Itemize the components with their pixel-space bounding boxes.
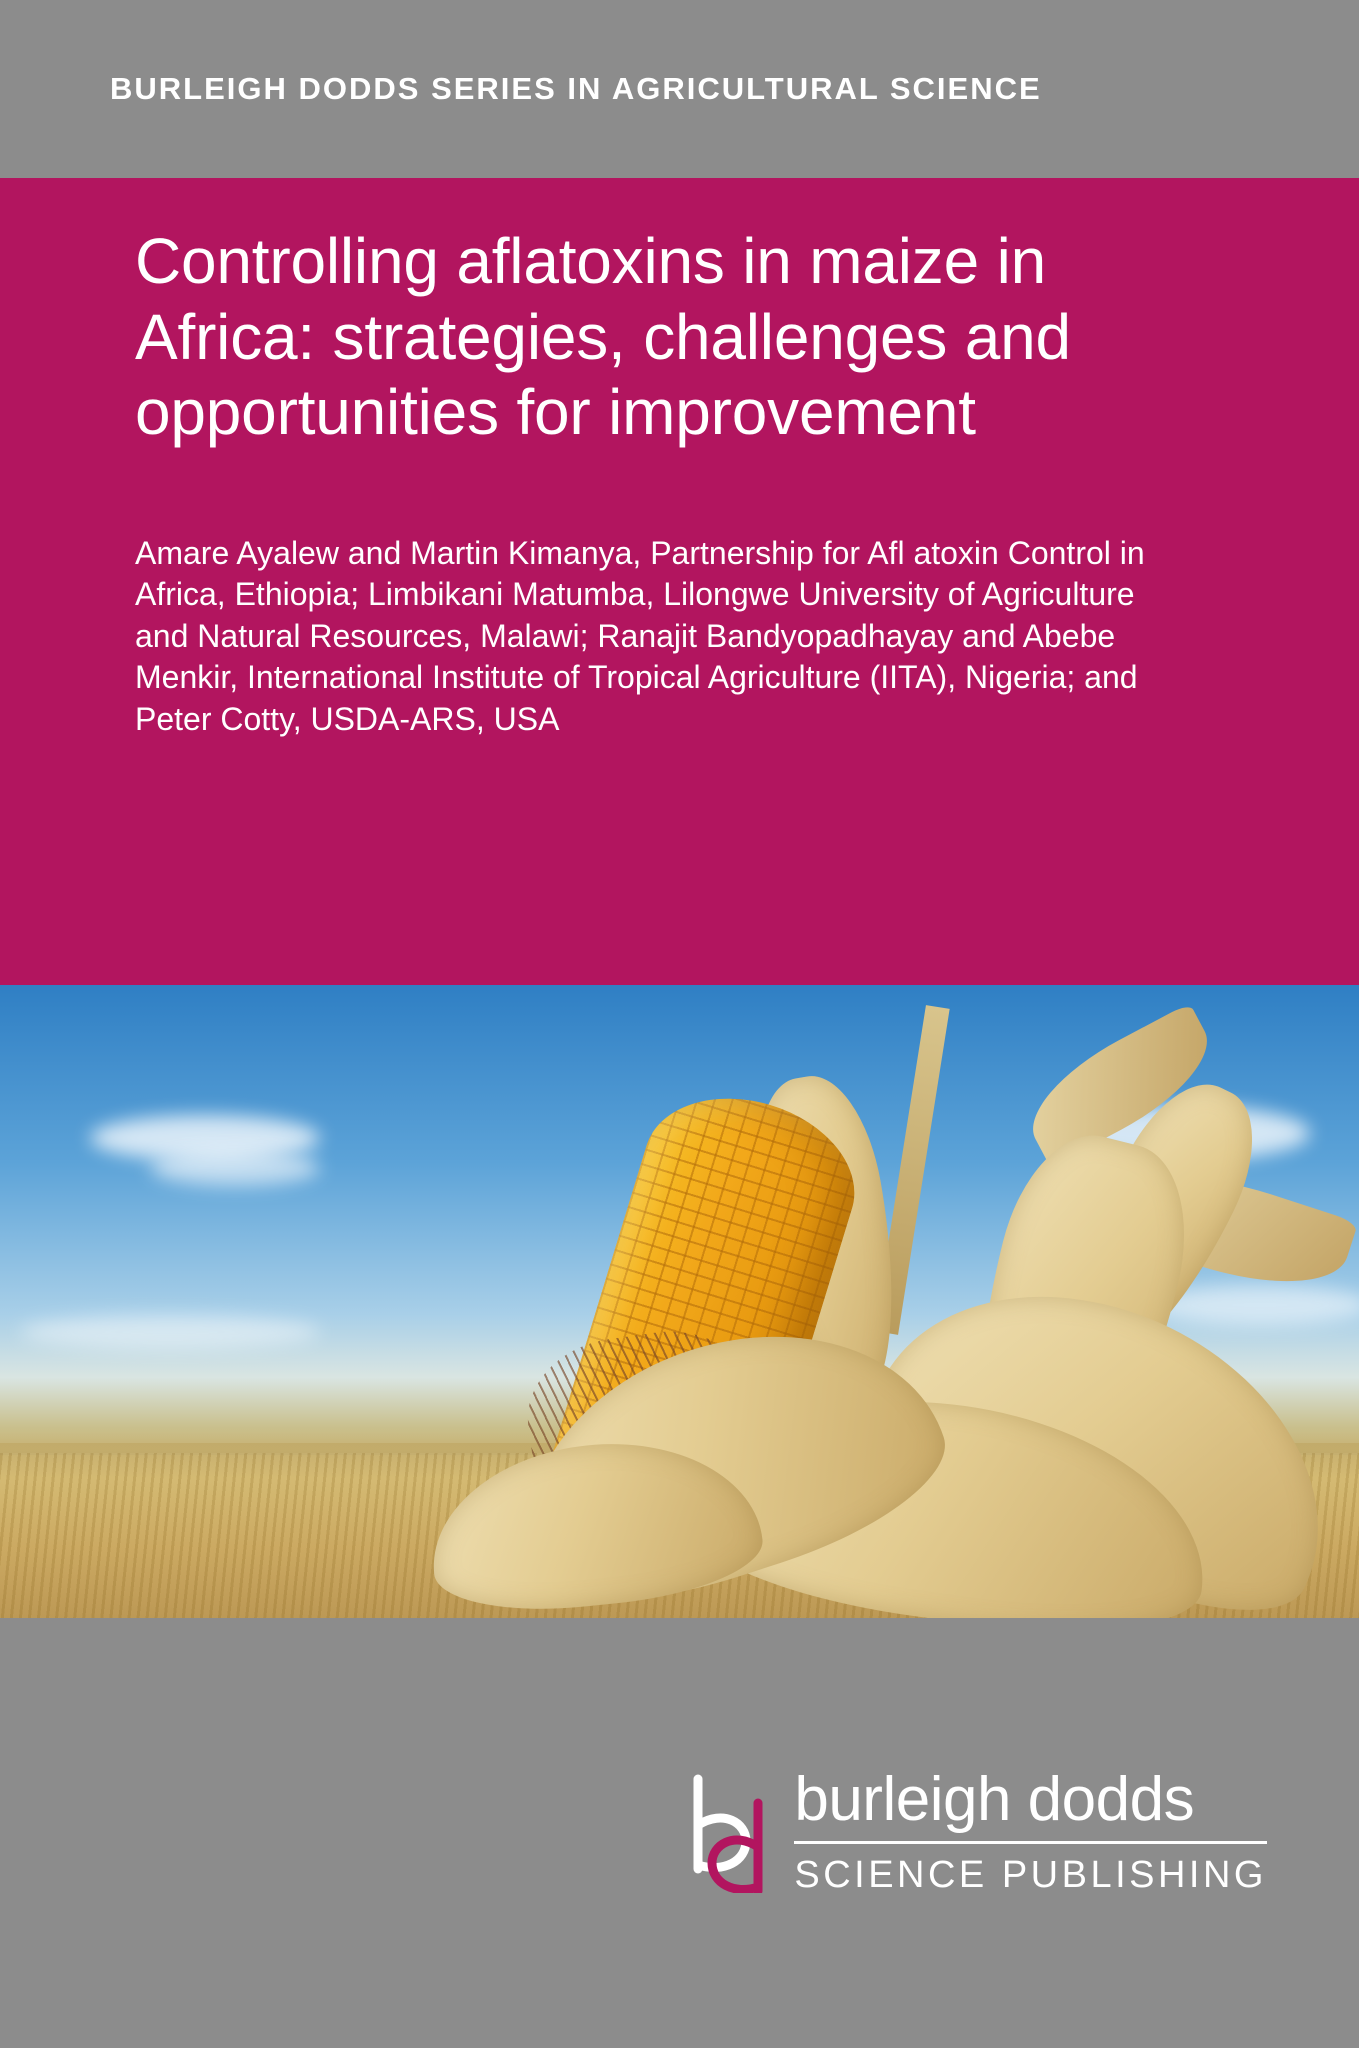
publisher-band (0, 1618, 1359, 2048)
cloud-icon (150, 1150, 320, 1186)
maize-cob-photo (0, 985, 1359, 1618)
authors-affiliations: Amare Ayalew and Martin Kimanya, Partnership for Afl atoxin Control in Africa, Ethiopia; Limbikani Matumba, Lilongwe University of Agriculture and Natural Resources, Malawi; Ranajit Bandyopadhayay and Abebe Menkir, International Institute of Tropical Agriculture (IITA), Nigeria; and Peter Cotty, USDA-ARS, USA (135, 534, 1145, 737)
publisher-tagline: SCIENCE PUBLISHING (794, 1854, 1267, 1896)
title-block (0, 178, 1359, 985)
page-title: Controlling aflatoxins in maize in Africa: strategies, challenges and opportunities for improvement (135, 225, 1071, 449)
series-band (0, 0, 1359, 178)
bd-monogram-icon (684, 1773, 776, 1893)
publisher-logo (684, 1765, 1267, 1897)
publisher-wordmark (794, 1765, 1267, 1897)
publisher-name: burleigh dodds (794, 1769, 1267, 1844)
series-title: BURLEIGH DODDS SERIES IN AGRICULTURAL SCIENCE (110, 71, 1042, 106)
cloud-icon (20, 1315, 320, 1349)
maize-plant (360, 1015, 1359, 1618)
